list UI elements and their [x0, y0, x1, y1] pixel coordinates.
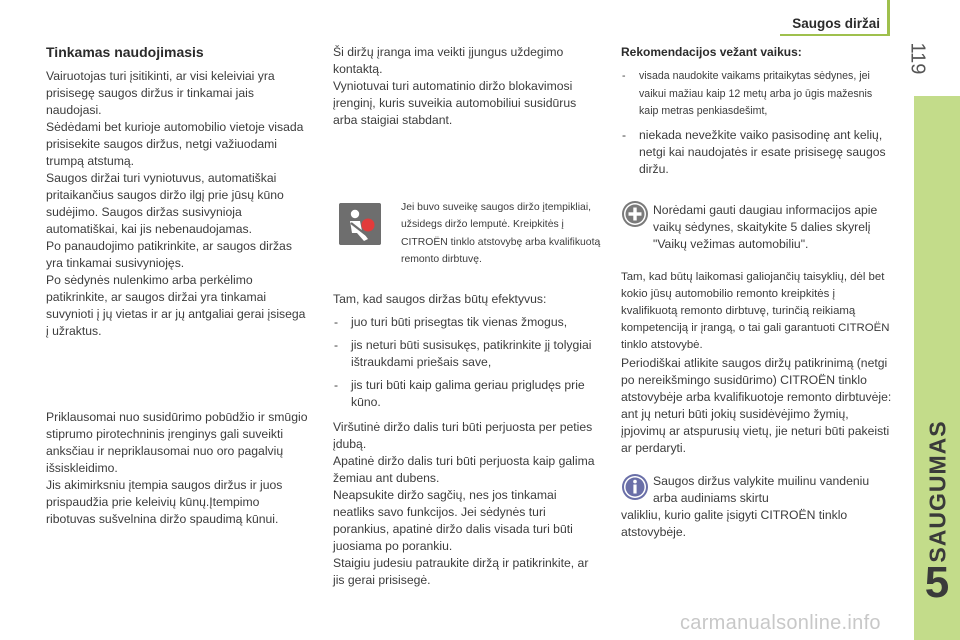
- list-item: - juo turi būti prisegtas tik vienas žmogus,: [333, 314, 601, 331]
- list-item: - visada naudokite vaikams pritaikytas sėdynes, jei vaikui mažiau kaip 12 metų arba jo ūgis mažesnis kaip metras penkiasdešimt,: [621, 68, 893, 121]
- column-middle: [333, 44, 601, 589]
- cleaning-note: [621, 473, 893, 541]
- list-item: - jis neturi būti susisukęs, patikrinkite jį tolygiai ištraukdami priešais save,: [333, 337, 601, 371]
- header-rule: [780, 34, 890, 36]
- chapter-number: 5: [924, 558, 950, 607]
- children-recommendations-title: Rekomendacijos vežant vaikus:: [621, 45, 802, 59]
- section-title: Tinkamas naudojimasis: [46, 44, 204, 60]
- belt-position-paragraph: Viršutinė diržo dalis turi būti perjuosta per peties įdubą. Apatinė diržo dalis turi būti perjuosta kaip galima žemiau ant dubens. Neapsukite diržo sagčių, nes jos tinkamai neatliks savo funkcijos. Jei sėdynės turi porankius, apatinė diržo dalis visada turi būti juosiama po porankiu. Staigiu judesiu patraukite diržą ir patikrinkite, ar jis gerai prisisegė.: [333, 419, 595, 587]
- list-item: - niekada nevežkite vaiko pasisodinę ant kelių, netgi kai naudojatės ir esate prisisegę saugos diržu.: [621, 127, 893, 178]
- ignition-paragraph: Ši diržų įranga ima veikti įjungus uždegimo kontaktą. Vyniotuvai turi automatinio diržo blokavimosi įrenginį, kuris suveikia automobiliui susidūrus arba staigiai stabdant.: [333, 45, 577, 127]
- chapter-label: SAUGUMAS: [924, 420, 951, 563]
- inspection-paragraph: Periodiškai atlikite saugos diržų patikrinimą (netgi po nereikšmingo susidūrimo) CITROËN tinklo atstovybėje arba kvalifikuotoje remonto dirbtuvėje: ant jų neturi būti jokių susidėvėjimo žymių, įpjovimų ar atspurusių vietų, jie neturi būti pakeisti ar perdaryti.: [621, 355, 892, 455]
- footer-watermark: carmanualsonline.info: [680, 612, 881, 634]
- efficiency-list: [333, 314, 601, 411]
- column-right: [621, 44, 893, 541]
- header-tick: [887, 0, 890, 36]
- column-left: [46, 44, 310, 528]
- warning-lamp-text: Jei buvo suveikę saugos diržo įtempikliai, užsidegs diržo lemputė. Kreipkitės į CITROËN tinklo atstovybę arba kvalifikuotą remonto dirbtuvę.: [401, 202, 601, 266]
- page-number: 119: [906, 42, 929, 75]
- more-info-note: [621, 202, 893, 253]
- list-item: - jis turi būti kaip galima geriau prigludęs prie kūno.: [333, 377, 601, 411]
- more-info-text: Norėdami gauti daugiau informacijos apie vaikų sėdynes, skaitykite 5 dalies skyrelį "Vaikų vežimas automobiliu".: [653, 202, 878, 251]
- plus-icon: [621, 200, 649, 228]
- pretensioner-paragraph: Priklausomai nuo susidūrimo pobūdžio ir smūgio stiprumo pirotechninis įrenginys gali suveikti anksčiau ir nepriklausomai nuo oro pagalvių išsiskleidimo. Jis akimirksniu įtempia saugos diržus ir juos prispaudžia prie keleivių kūnų.Įtempimo ribotuvas sušvelnina diržo spaudimą kūnui.: [46, 410, 308, 526]
- usage-paragraph: Vairuotojas turi įsitikinti, ar visi keleiviai yra prisisegę saugos diržus ir tinkamai jais naudojasi. Sėdėdami bet kurioje automobilio vietoje visada prisisekite saugos diržus, netgi važiuodami trumpą atstumą. Saugos diržai turi vyniotuvus, automatiškai pritaikančius saugos diržo ilgį prie jūsų kūno sudėjimo. Saugos diržas susivynioja automatiškai, kai jis nebenaudojamas. Po panaudojimo patikrinkite, ar saugos diržas yra tinkamai susivyniojęs. Po sėdynės nulenkimo arba perkėlimo patikrinkite, ar saugos diržai yra tinkamai suvynioti į jų vietas ir ar jų antgaliai gerai įsisega į užraktus.: [46, 69, 306, 338]
- cleaning-text-rest: valikliu, kurio galite įsigyti CITROËN tinklo atstovybėje.: [621, 507, 848, 539]
- cleaning-text-lead: Saugos diržus valykite muilinu vandeniu arba audiniams skirtu: [653, 473, 870, 505]
- efficiency-block: [333, 291, 601, 589]
- regulation-hint: Tam, kad būtų laikomasi galiojančių taisyklių, dėl bet kokio jūsų automobilio remonto kreipkitės į kvalifikuotą remonto dirbtuvę, turinčią reikiamą kompetenciją ir įrangą, o tai gali garantuoti CITROËN tinklo atstovybė.: [621, 270, 890, 351]
- seatbelt-warning-icon: [339, 203, 381, 245]
- running-header: Saugos diržai: [792, 16, 880, 31]
- efficiency-intro: Tam, kad saugos diržas būtų efektyvus:: [333, 291, 547, 306]
- info-icon: [621, 473, 649, 501]
- warning-lamp-note: [333, 199, 601, 269]
- children-list: [621, 68, 893, 178]
